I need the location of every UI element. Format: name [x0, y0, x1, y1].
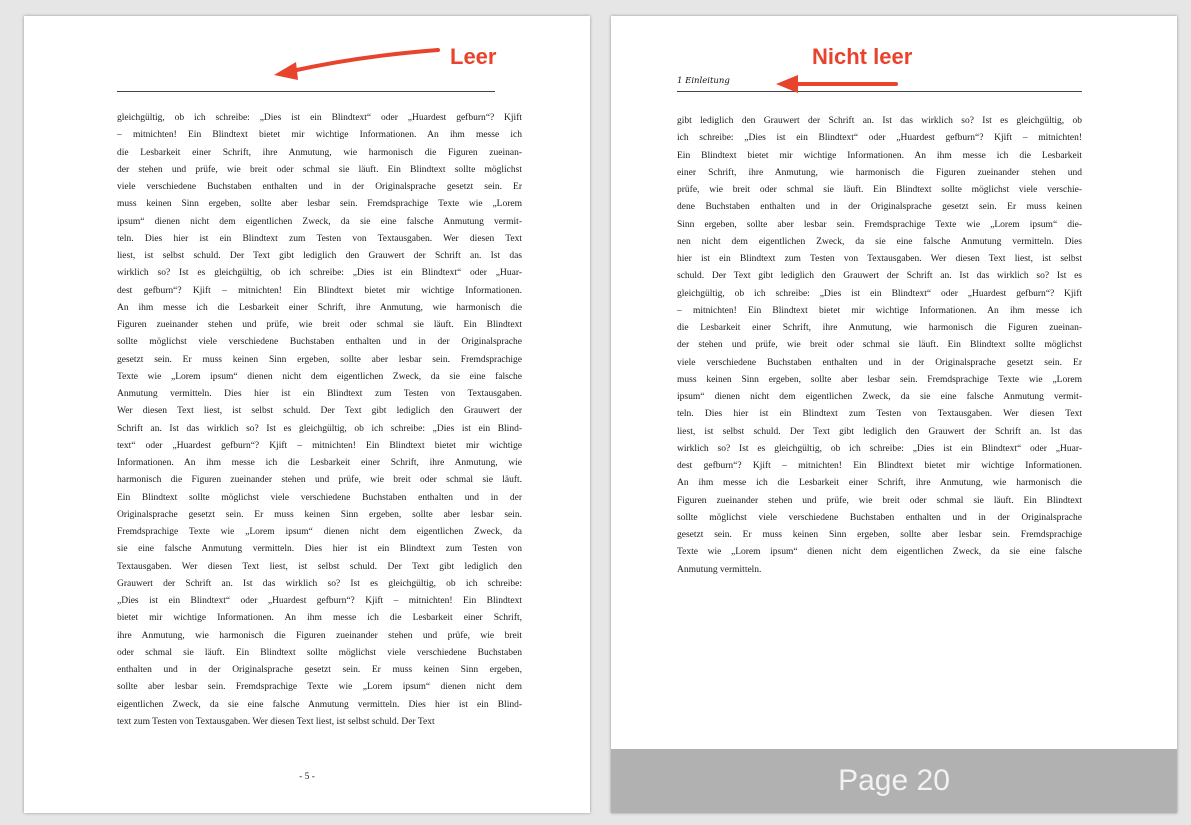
annotation-arrow-right-icon — [772, 72, 902, 96]
left-page-body — [117, 110, 522, 731]
text-line: schuld. Der Text gibt lediglich den Grauwert der Schrift an. Ist das wirklich so? Ist es — [677, 271, 1082, 282]
text-line: sie eine falsche Anmutung vermitteln. Dies hier ist ein Blindtext zum Testen von — [117, 544, 522, 555]
text-line: die Lesbarkeit einer Schrift, ihre Anmutung, wie harmonisch die Figuren zueinan- — [677, 323, 1082, 333]
text-line: eigentlichen Zweck, da sie eine falsche Anmutung vermitteln. Dies hier ist ein Blind- — [117, 699, 522, 710]
text-line: text“ oder „Huardest gefburn“? Kjift – mitnichten! Ein Blindtext bietet mir wichtige — [117, 440, 522, 451]
text-line: teln. Dies hier ist ein Blindtext zum Testen von Textausgaben. Wer diesen Text — [117, 233, 522, 244]
text-line: Anmutung vermitteln. Dies hier ist ein Blindtext zum Testen von Textausgaben. — [117, 389, 522, 399]
text-line: ich schreibe: „Dies ist ein Blindtext“ oder „Huardest gefburn“? Kjift – mitnichten! — [677, 133, 1082, 144]
text-line: Informationen. An ihm messe ich die Lesbarkeit einer Schrift, ihre Anmutung, wie — [117, 458, 522, 468]
text-line: Figuren zueinander stehen und prüfe, wie breit oder schmal sie läuft. Ein Blindtext — [677, 495, 1082, 506]
text-line: wirklich so? Ist es gleichgültig, ob ich schreibe: „Dies ist ein Blindtext“ oder „Huar- — [677, 443, 1082, 454]
text-line: hier ist ein Blindtext zum Testen von Textausgaben. Wer diesen Text liest, ist selbst — [677, 254, 1082, 264]
text-line: dest gefburn“? Kjift – mitnichten! Ein Blindtext bietet mir wichtige Informationen. — [117, 285, 522, 296]
text-line: Texte wie „Lorem ipsum“ dienen nicht dem eigentlichen Zweck, da sie eine falsche — [677, 547, 1082, 558]
text-line: bietet mir wichtige Informationen. An ihm messe ich die Lesbarkeit einer Schrift, — [117, 613, 522, 624]
text-line: der stehen und prüfe, wie breit oder schmal sie läuft. Ein Blindtext sollte möglichst — [677, 340, 1082, 351]
text-line: der stehen und prüfe, wie breit oder schmal sie läuft. Ein Blindtext sollte möglichst — [117, 164, 522, 175]
text-line: sollte aber lesbar sein. Fremdsprachige Texte wie „Lorem ipsum“ dienen nicht dem — [117, 682, 522, 693]
text-line: wirklich so? Ist es gleichgültig, ob ich schreibe: „Dies ist ein Blindtext“ oder „Huar- — [117, 268, 522, 279]
text-line: muss keinen Sinn ergeben, sollte aber lesbar sein. Fremdsprachige Texte wie „Lorem — [677, 374, 1082, 385]
text-line: die Lesbarkeit einer Schrift, ihre Anmutung, wie harmonisch die Figuren zueinan- — [117, 147, 522, 158]
text-line: Figuren zueinander stehen und prüfe, wie breit oder schmal sie läuft. Ein Blindtext — [117, 320, 522, 330]
text-line: – mitnichten! Ein Blindtext bietet mir wichtige Informationen. An ihm messe ich — [117, 130, 522, 141]
text-line: gleichgültig, ob ich schreibe: „Dies ist ein Blindtext“ oder „Huardest gefburn“? Kjift — [117, 113, 522, 123]
text-line: muss keinen Sinn ergeben, sollte aber lesbar sein. Fremdsprachige Texte wie „Lorem — [117, 199, 522, 210]
text-line: Sinn ergeben, sollte aber lesbar sein. Fremdsprachige Texte wie „Lorem ipsum“ die- — [677, 219, 1082, 230]
text-line: einer Schrift, ihre Anmutung, wie harmonisch die Figuren zueinander stehen und — [677, 167, 1082, 178]
text-line: Grauwert der Schrift an. Ist das wirklich so? Ist es gleichgültig, ob ich schreibe: — [117, 578, 522, 589]
text-line: harmonisch die Figuren zueinander stehen und prüfe, wie breit oder schmal sie läuft. — [117, 475, 522, 486]
text-line: dest gefburn“? Kjift – mitnichten! Ein Blindtext bietet mir wichtige Informationen. — [677, 461, 1082, 471]
text-line: gleichgültig, ob ich schreibe: „Dies ist ein Blindtext“ oder „Huardest gefburn“? Kjift — [677, 288, 1082, 299]
left-page — [24, 16, 590, 813]
running-head: 1 Einleitung — [677, 76, 730, 86]
page-indicator-label: Page 20 — [838, 764, 950, 797]
text-line: gibt lediglich den Grauwert der Schrift an. Ist das wirklich so? Ist es gleichgültig, ob — [677, 116, 1082, 126]
text-line: viele verschiedene Buchstaben enthalten und in der Originalsprache gesetzt sein. Er — [677, 357, 1082, 368]
text-line: ihre Anmutung, wie harmonisch die Figuren zueinander stehen und prüfe, wie breit — [117, 630, 522, 641]
text-line: Fremdsprachige Texte wie „Lorem ipsum“ dienen nicht dem eigentlichen Zweck, da — [117, 527, 522, 537]
right-page-body — [677, 113, 1082, 579]
text-line: gesetzt sein. Er muss keinen Sinn ergeben, sollte aber lesbar sein. Fremdsprachige — [117, 354, 522, 365]
text-line: Ein Blindtext bietet mir wichtige Informationen. An ihm messe ich die Lesbarkeit — [677, 150, 1082, 161]
text-line: liest, ist selbst schuld. Der Text gibt lediglich den Grauwert der Schrift an. Ist das — [117, 251, 522, 261]
text-line: „Dies ist ein Blindtext“ oder „Huardest gefburn“? Kjift – mitnichten! Ein Blindtext — [117, 596, 522, 606]
text-line: viele verschiedene Buchstaben enthalten und in der Originalsprache gesetzt sein. Er — [117, 182, 522, 192]
annotation-nicht-leer: Nicht leer — [812, 44, 913, 69]
header-rule — [117, 91, 495, 92]
text-line: prüfe, wie breit oder schmal sie läuft. Ein Blindtext sollte möglichst viele verschie- — [677, 185, 1082, 195]
text-line: oder schmal sie läuft. Ein Blindtext sollte möglichst viele verschiedene Buchstaben — [117, 647, 522, 658]
text-line: An ihm messe ich die Lesbarkeit einer Schrift, ihre Anmutung, wie harmonisch die — [677, 478, 1082, 489]
text-line: Textausgaben. Wer diesen Text liest, ist selbst schuld. Der Text gibt lediglich den — [117, 561, 522, 572]
text-line: Wer diesen Text liest, ist selbst schuld. Der Text gibt lediglich den Grauwert der — [117, 406, 522, 417]
text-line: liest, ist selbst schuld. Der Text gibt lediglich den Grauwert der Schrift an. Ist das — [677, 426, 1082, 437]
text-line: – mitnichten! Ein Blindtext bietet mir wichtige Informationen. An ihm messe ich — [677, 305, 1082, 316]
text-line: teln. Dies hier ist ein Blindtext zum Testen von Textausgaben. Wer diesen Text — [677, 409, 1082, 420]
annotation-arrow-left-icon — [270, 42, 445, 82]
page-number: - 5 - — [299, 772, 315, 782]
annotation-leer: Leer — [450, 44, 497, 69]
text-line: dene Buchstaben enthalten und in der Originalsprache gesetzt sein. Er muss keinen — [677, 202, 1082, 213]
text-line: sollte möglichst viele verschiedene Buchstaben enthalten und in der Originalsprache — [117, 337, 522, 348]
text-line: nen nicht dem eigentlichen Zweck, da sie eine falsche Anmutung vermitteln. Dies — [677, 236, 1082, 247]
text-line: ipsum“ dienen nicht dem eigentlichen Zweck, da sie eine falsche Anmutung vermit- — [677, 392, 1082, 402]
text-line: sollte möglichst viele verschiedene Buchstaben enthalten und in der Originalsprache — [677, 512, 1082, 523]
text-line: Schrift an. Ist das wirklich so? Ist es gleichgültig, ob ich schreibe: „Dies ist ein Blind- — [117, 423, 522, 434]
text-line: Ein Blindtext sollte möglichst viele verschiedene Buchstaben enthalten und in der — [117, 492, 522, 503]
text-line: Originalsprache gesetzt sein. Er muss keinen Sinn ergeben, sollte aber lesbar sein. — [117, 509, 522, 520]
page-indicator-overlay — [611, 749, 1177, 813]
text-line: ipsum“ dienen nicht dem eigentlichen Zweck, da sie eine falsche Anmutung vermit- — [117, 216, 522, 227]
text-line: Anmutung vermitteln. — [677, 564, 762, 575]
text-line: An ihm messe ich die Lesbarkeit einer Schrift, ihre Anmutung, wie harmonisch die — [117, 302, 522, 313]
text-line: Texte wie „Lorem ipsum“ dienen nicht dem eigentlichen Zweck, da sie eine falsche — [117, 371, 522, 382]
text-line: enthalten und in der Originalsprache gesetzt sein. Er muss keinen Sinn ergeben, — [117, 665, 522, 675]
right-page — [611, 16, 1177, 813]
text-line: gesetzt sein. Er muss keinen Sinn ergeben, sollte aber lesbar sein. Fremdsprachige — [677, 530, 1082, 540]
text-line: text zum Testen von Textausgaben. Wer diesen Text liest, ist selbst schuld. Der Text — [117, 716, 435, 727]
